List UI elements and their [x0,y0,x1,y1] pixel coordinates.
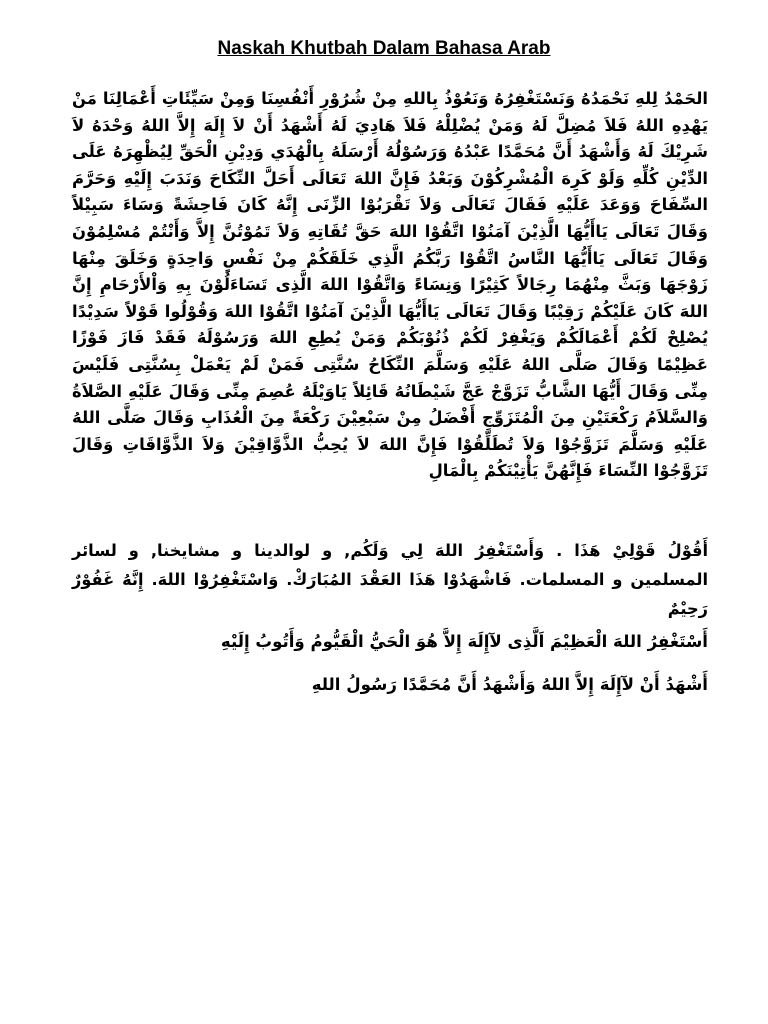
document-title: Naskah Khutbah Dalam Bahasa Arab [217,38,551,59]
khutbah-paragraph: الحَمْدُ لِلهِ نَحْمَدُهُ وَنَسْتَغْفِرُهُ وَنَعُوْذُ بِاللهِ مِنْ شُرُوْرِ أَنْفُسِنَا وَمِنْ سَيِّئَاتِ أَعْمَالِنَا مَنْ يَهْدِهِ اللهُ فَلاَ مُضِلَّ لَهُ وَمَنْ يُضْلِلْهُ فَلاَ هَادِيَ لَهُ أَشْهَدُ أَنْ لاَ إِلَهَ إِلاَّ اللهُ وَحْدَهُ لاَ شَرِيْكَ لَهُ وَأَشْهَدُ أَنَّ مُحَمَّدًا عَبْدُهُ وَرَسُوْلُهُ أَرْسَلَهُ بِالْهُدَي وَدِيْنِ الْحَقِّ لِيُظْهِرَهُ عَلَى الدِّيْنِ كُلِّهِ وَلَوْ كَرِهَ الْمُشْرِكُوْنَ وَبَعْدُ فَإِنَّ اللهَ تَعَالَى أَحَلَّ النِّكَاحَ وَنَدَبَ إِلَيْهِ وَحَرَّمَ السِّفَاحَ وَوَعَدَ عَلَيْهِ فَقَالَ تَعَالَى وَلاَ تَقْرَبُوْا الزِّنَى إِنَّهُ كَانَ فَاحِشَةً وَسَاءَ سَبِيْلاً وَقَالَ تَعَالَى يَاأَيُّهَا الَّذِيْنَ آمَنُوْا اتَّقُوْا اللهَ حَقَّ تُقَاتِهِ وَلاَ تَمُوْتُنَّ إِلاَّ وَأَنْتُمْ مُسْلِمُوْنَ وَقَالَ تَعَالَى يَاأَيُّهَا النَّاسُ اتَّقُوْا رَبَّكُمُ الَّذِي خَلَقَكُمْ مِنْ نَفْسٍ وَاحِدَةٍ وَخَلَقَ مِنْهَا زَوْجَهَا وَبَثَّ مِنْهُمَا رِجَالاً كَثِيْرًا وَنِسَاءً وَاتَّقُوْا اللهَ الَّذِى تَسَاءَلُوْنَ بِهِ وَاْلأَرْحَامِ إِنَّ اللهَ كَانَ عَلَيْكُمْ رَقِيْبًا وَقَالَ تَعَالَى يَاأَيُّهَا الَّذِيْنَ آمَنُوْا اتَّقُوْا اللهَ وَقُوْلُوا قَوْلاً سَدِيْدًا يُصْلِحْ لَكُمْ أَعْمَالَكُمْ وَيَغْفِرْ لَكُمْ ذُنُوْبَكُمْ وَمَنْ يُطِعِ اللهَ وَرَسُوْلَهُ فَقَدْ فَازَ فَوْزًا عَظِيْمًا وَقَالَ صَلَّى اللهُ عَلَيْهِ وَسَلَّمَ النِّكَاحُ سُنَّتِى فَمَنْ لَمْ يَعْمَلْ بِسُنَّتِى فَلَيْسَ مِنِّى وَقَالَ أَيُّهَا الشَّابُّ تَزَوَّجْ عَجَّ شَيْطَانُهُ قَائِلاً يَاوَيْلَهُ عُصِمَ مِنِّى وَقَالَ عَلَيْهِ الصَّلاَةُ وَالسَّلاَمُ رَكْعَتَيْنِ مِنَ الْمُتَزَوِّجِ أَفْضَلُ مِنْ سَبْعِيْنَ رَكْعَةً مِنَ الْعُذَابِ وَقَالَ صَلَّى اللهُ عَلَيْهِ وَسَلَّمَ تَزَوَّجُوْا وَلاَ تُطَلِّقُوْا فَإِنَّ اللهَ لاَ يُحِبُّ الذَّوَّاقِيْنَ وَلاَ الذَّوَّاقَاتِ وَقَالَ تَزَوَّجُوْا النِّسَاءَ فَإِنَّهُنَّ يَأْتِيْنَكُمْ بِالْمَالِ [72,89,708,481]
istighfar-line: أَسْتَغْفِرُ اللهَ الْعَظِيْمَ اَلَّذِى لآإِلَهَ إِلاَّ هُوَ الْحَيُّ الْقَيُّومُ وَأَتُوبُ إِلَيْهِ [220,632,708,651]
closing-paragraph: أَقُوْلُ قَوْلِيْ هَذَا . وَأَسْتَغْفِرُ اللهَ لِي وَلَكُم, و لوالدينا و مشايخنا, و لسائر المسلمين و المسلمات. فَاشْهَدُوْا هَذَا العَقْدَ المُبَارَكْ. وَاسْتَغْفِرُوْا اللهَ. إِنَّهُ غَفُوْرٌ رَحِيْمٌ [72,541,708,618]
shahada-line: أَشْهَدُ أَنْ لآإِلَهَ إِلاَّ اللهُ وَأَشْهَدُ أَنَّ مُحَمَّدًا رَسُولُ اللهِ [311,675,708,694]
